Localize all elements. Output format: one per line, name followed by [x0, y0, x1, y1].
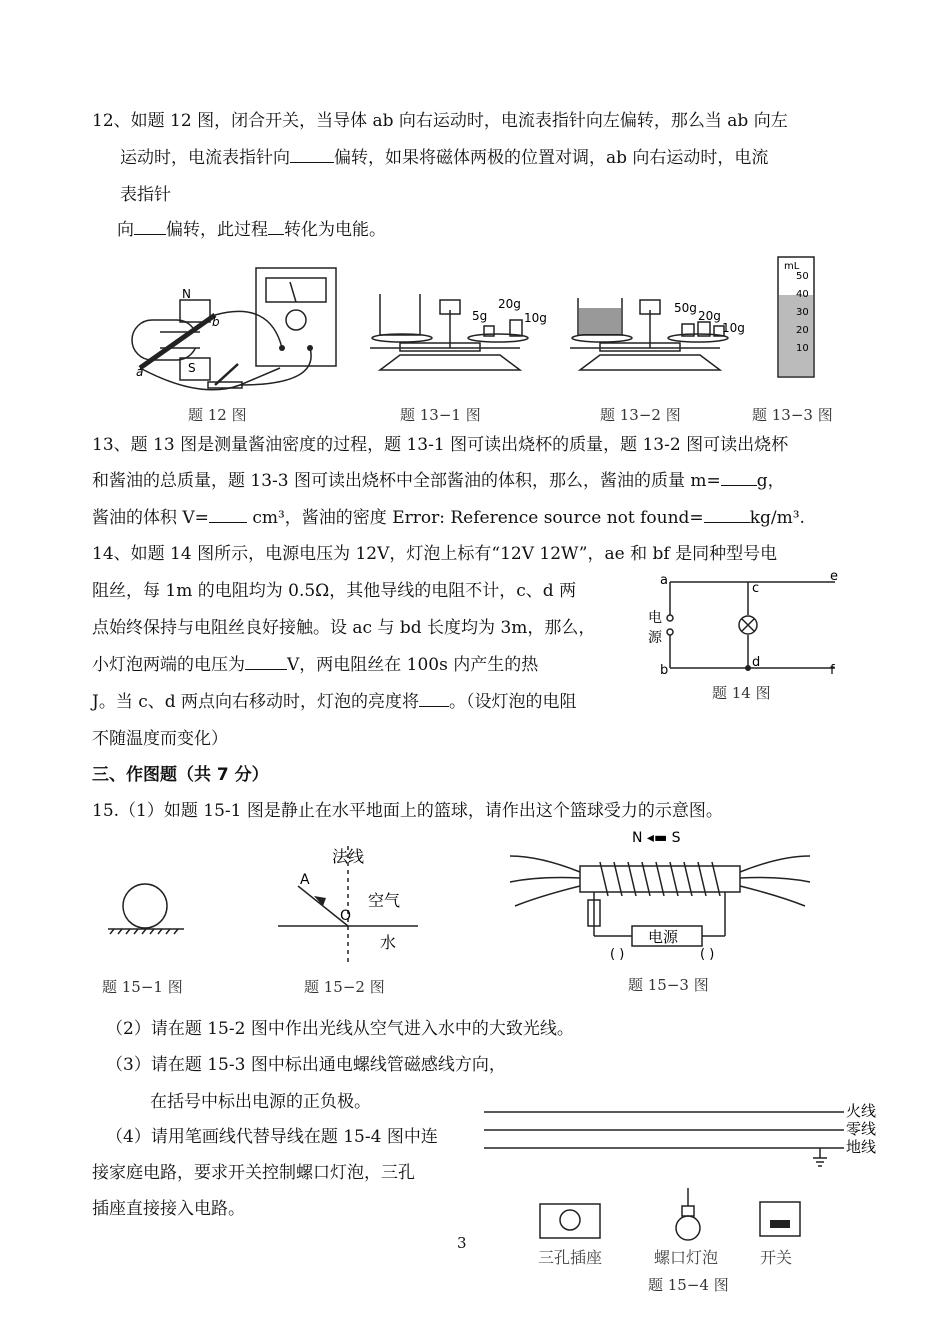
figure-15-1 [100, 880, 190, 940]
switch-box [760, 1202, 800, 1236]
q14-line4-b: V，两电阻丝在 100s 内产生的热 [287, 655, 539, 675]
weight-label: 10g [524, 311, 547, 325]
q12-line2-b: 偏转，如果将磁体两极的位置对调，ab 向右运动时，电流 [334, 148, 769, 168]
weight-label: 20g [698, 309, 721, 323]
q13-line2 [92, 470, 785, 492]
answer-blank[interactable] [209, 507, 247, 523]
figure-13-1 [360, 280, 550, 390]
q14-line5-b: 。（设灯泡的电阻 [449, 692, 577, 712]
q14-line4 [92, 654, 538, 676]
fig14-caption: 题 14 图 [712, 684, 771, 702]
fig13-3-caption: 题 13−3 图 [752, 406, 833, 424]
weight-label: 10g [722, 321, 745, 335]
answer-blank[interactable] [268, 219, 284, 235]
answer-blank[interactable] [721, 470, 757, 486]
source-label: 电 [648, 610, 662, 626]
q15-part4c: 插座直接接入电路。 [92, 1199, 245, 1219]
fig12-n: N [182, 287, 191, 301]
answer-blank[interactable] [290, 147, 334, 163]
tick-label: 20 [796, 325, 809, 336]
q14-line3: 点始终保持与电阻丝良好接触。设 ac 与 bd 长度均为 3m，那么， [92, 618, 596, 638]
figure-13-3 [770, 255, 820, 385]
q15-part2: （2）请在题 15-2 图中作出光线从空气进入水中的大致光线。 [106, 1019, 574, 1039]
q12-line2 [120, 147, 768, 169]
air-label: 空气 [368, 891, 401, 910]
ammeter [256, 268, 336, 366]
q12-line4-b: 偏转，此过程 [166, 220, 268, 240]
answer-blank[interactable] [245, 654, 287, 670]
fig15-3-caption: 题 15−3 图 [628, 976, 709, 994]
weight-label: 5g [472, 309, 488, 323]
weight-label: 50g [674, 301, 697, 315]
label-e: e [830, 569, 838, 584]
answer-blank[interactable] [704, 507, 750, 523]
q13-line3-b: cm³，酱油的密度 Error: Reference source not found= [246, 508, 704, 528]
q13-line3 [92, 507, 805, 529]
socket-label: 三孔插座 [538, 1248, 603, 1267]
fig12-a: a [136, 365, 144, 379]
point-o: O [340, 908, 352, 924]
q12-line4 [117, 219, 386, 241]
lamp-label: 螺口灯泡 [654, 1248, 719, 1267]
tick-label: 50 [796, 271, 809, 282]
q15-part3b: 在括号中标出电源的正负极。 [150, 1092, 371, 1112]
q12-line2-a: 运动时，电流表指针向 [120, 148, 290, 168]
q12-line3: 表指针 [120, 185, 171, 205]
fig13-2-caption: 题 13−2 图 [600, 406, 681, 424]
figure-14 [640, 570, 840, 680]
label-a: a [660, 573, 668, 588]
basketball [123, 884, 167, 928]
q12-line1: 12、如题 12 图，闭合开关，当导体 ab 向右运动时，电流表指针向左偏转，那么当 ab 向左 [92, 111, 788, 131]
figure-15-3 [510, 826, 810, 971]
figure-12 [120, 260, 360, 400]
polarity-bracket-right[interactable]: ( ) [700, 947, 715, 962]
polarity-bracket-left[interactable]: ( ) [610, 947, 625, 962]
weight-label: 20g [498, 297, 521, 311]
compass-label: N ◂▬ S [632, 830, 681, 846]
label-d: d [752, 655, 761, 670]
fig15-2-caption: 题 15−2 图 [304, 978, 385, 996]
tick-label: 40 [796, 289, 809, 300]
label-f: f [830, 663, 835, 678]
q14-line1: 14、如题 14 图所示，电源电压为 12V，灯泡上标有“12V 12W”，ae 和 bf 是同种型号电 [92, 544, 778, 564]
q13-line3-a: 酱油的体积 V= [92, 508, 209, 528]
fig12-s: S [188, 361, 196, 375]
page-number: 3 [457, 1234, 467, 1252]
beaker [380, 294, 420, 335]
label-c: c [752, 581, 760, 596]
q15-part4a: （4）请用笔画线代替导线在题 15-4 图中连 [106, 1127, 438, 1147]
q13-line2-b: g， [756, 471, 785, 491]
q14-line6: 不随温度而变化） [92, 729, 228, 749]
q13-line3-c: kg/m³. [749, 508, 805, 528]
figure-15-4 [484, 1100, 884, 1280]
tick-label: 10 [796, 343, 809, 354]
figure-13-2 [560, 280, 760, 390]
switch-label: 开关 [760, 1248, 793, 1267]
screw-lamp-icon [676, 1216, 700, 1240]
q15-part4b: 接家庭电路，要求开关控制螺口灯泡，三孔 [92, 1163, 415, 1183]
q13-line1: 13、题 13 图是测量酱油密度的过程，题 13-1 图可读出烧杯的质量，题 13-2 图可读出烧杯 [92, 435, 789, 455]
ground-symbol-icon [813, 1148, 827, 1166]
fig15-1-caption: 题 15−1 图 [102, 978, 183, 996]
q14-line5-a: J。当 c、d 两点向右移动时，灯泡的亮度将 [92, 692, 420, 712]
q13-line2-a: 和酱油的总质量，题 13-3 图可读出烧杯中全部酱油的体积，那么，酱油的质量 m= [92, 471, 721, 491]
three-hole-socket [540, 1204, 600, 1238]
answer-blank[interactable] [134, 219, 166, 235]
tick-label: 30 [796, 307, 809, 318]
ground-label: 地线 [846, 1138, 877, 1156]
q14-line2: 阻丝，每 1m 的电阻均为 0.5Ω，其他导线的电阻不计，c、d 两 [92, 581, 577, 601]
live-label: 火线 [846, 1102, 877, 1120]
neutral-label: 零线 [846, 1120, 877, 1138]
fig12-caption: 题 12 图 [188, 406, 247, 424]
q12-line4-c: 转化为电能。 [284, 220, 386, 240]
fig13-1-caption: 题 13−1 图 [400, 406, 481, 424]
q12-line4-a: 向 [117, 220, 134, 240]
normal-label: 法线 [332, 847, 365, 866]
water-label: 水 [380, 933, 397, 952]
q15-part1: 15.（1）如题 15-1 图是静止在水平地面上的篮球，请作出这个篮球受力的示意图。 [92, 801, 723, 821]
section-title: 三、作图题（共 7 分） [92, 765, 269, 785]
source-label: 电源 [648, 928, 679, 946]
unit-label: mL [784, 261, 800, 272]
fig12-b: b [212, 315, 220, 329]
q14-line4-a: 小灯泡两端的电压为 [92, 655, 245, 675]
figure-15-2 [278, 846, 418, 966]
point-a: A [300, 872, 310, 888]
source-label: 源 [648, 630, 662, 646]
q14-line5 [92, 691, 577, 713]
label-b: b [660, 663, 669, 678]
answer-blank[interactable] [419, 691, 449, 707]
fig15-4-caption: 题 15−4 图 [648, 1276, 729, 1294]
q15-part3a: （3）请在题 15-3 图中标出通电螺线管磁感线方向， [106, 1055, 506, 1075]
